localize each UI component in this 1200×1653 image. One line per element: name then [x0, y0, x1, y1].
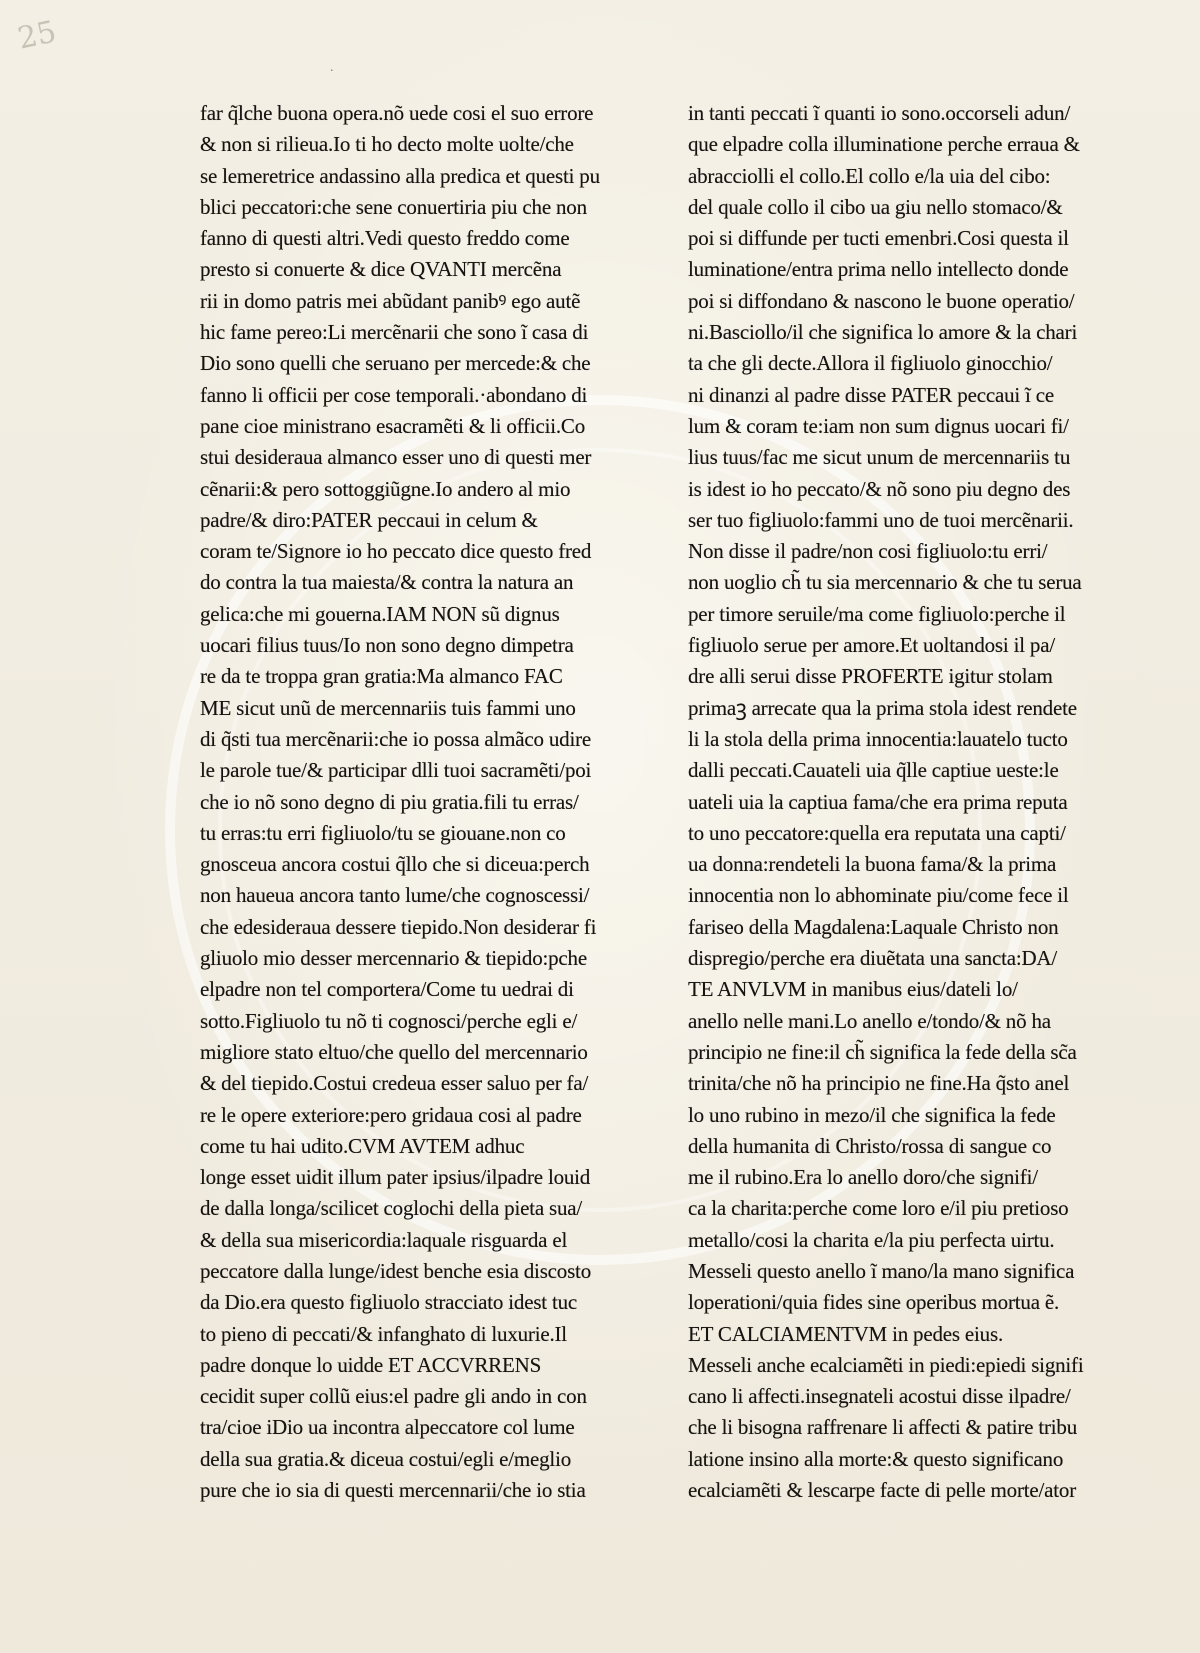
text-line-right: dre alli serui disse PROFERTE igitur stolam — [688, 664, 1053, 689]
text-line-left: della sua gratia.& diceua costui/egli e/meglio — [200, 1446, 572, 1471]
text-line-right: loperationi/quia fides sine operibus mortua ẽ. — [688, 1290, 1060, 1315]
text-line-right: figliuolo serue per amore.Et uoltandosi il pa/ — [688, 633, 1055, 658]
text-line-left: pure che io sia di questi mercennarii/che io stia — [200, 1478, 586, 1503]
text-column-right — [688, 98, 1150, 1506]
text-line-right: to uno peccatore:quella era reputata una capti/ — [688, 820, 1066, 845]
text-line-left: come tu hai udito.CVM AVTEM adhuc — [200, 1133, 525, 1158]
text-line-right: poi si diffondano & nascono le buone operatio/ — [688, 288, 1075, 313]
text-line-left: tu erras:tu erri figliuolo/tu se giouane.non co — [200, 820, 566, 845]
text-line-right: li la stola della prima innocentia:lauatelo tucto — [688, 726, 1068, 751]
text-line-left: da Dio.era questo figliuolo stracciato idest tuc — [200, 1290, 578, 1315]
text-line-left: & non si rilieua.Io ti ho decto molte uolte/che — [200, 132, 574, 157]
text-line-left: non haueua ancora tanto lume/che cognoscessi/ — [200, 883, 590, 908]
text-line-right: anello nelle mani.Lo anello e/tondo/& nõ ha — [688, 1008, 1051, 1033]
text-line-right: fariseo della Magdalena:Laquale Christo non — [688, 914, 1059, 939]
text-line-right: della humanita di Christo/rossa di sangue co — [688, 1133, 1052, 1158]
text-line-left: fanno li officii per cose temporali.·abondano di — [200, 382, 588, 407]
text-line-right: trinita/che nõ ha principio ne fine.Ha q̃sto anel — [688, 1071, 1070, 1096]
text-line-left: peccatore dalla lunge/idest benche esia discosto — [200, 1258, 591, 1283]
text-line-right: in tanti peccati ĩ quanti io sono.occorseli adun/ — [688, 101, 1071, 125]
text-line-right: luminatione/entra prima nello intellecto donde — [688, 257, 1069, 282]
text-line-left: to pieno di peccati/& infanghato di luxurie.Il — [200, 1321, 567, 1346]
text-line-left: gnosceua ancora costui q̃llo che si diceua:perch — [200, 852, 590, 877]
text-line-left: Dio sono quelli che seruano per mercede:& che — [200, 351, 591, 376]
text-line-right: lius tuus/fac me sicut unum de mercennariis tu — [688, 445, 1071, 470]
text-line-left: uocari filius tuus/Io non sono degno dimpetra — [200, 633, 574, 658]
text-line-right: ua donna:rendeteli la buona fama/& la prima — [688, 852, 1057, 877]
text-line-right: ta che gli decte.Allora il figliuolo ginocchio/ — [688, 351, 1053, 376]
text-line-left: blici peccatori:che sene conuertiria piu che non — [200, 194, 587, 219]
text-line-left: gelica:che mi gouerna.IAM NON sũ dignus — [200, 601, 560, 626]
text-line-left: do contra la tua maiesta/& contra la natura an — [200, 570, 574, 595]
text-line-right: que elpadre colla illuminatione perche erraua & — [688, 132, 1080, 157]
text-line-right: Messeli questo anello ĩ mano/la mano significa — [688, 1258, 1075, 1283]
text-line-left: che edesideraua dessere tiepido.Non desiderar fi — [200, 914, 597, 939]
text-column-left — [200, 98, 662, 1506]
text-line-right: me il rubino.Era lo anello doro/che signifi/ — [688, 1165, 1038, 1190]
text-line-right: is idest io ho peccato/& nõ sono piu degno des — [688, 476, 1071, 501]
text-line-left: ME sicut unũ de mercennariis tuis fammi uno — [200, 695, 576, 720]
text-line-left: far q̃lche buona opera.nõ uede cosi el suo errore — [200, 101, 594, 125]
text-line-right: latione insino alla morte:& questo significano — [688, 1446, 1064, 1471]
text-line-right: metallo/cosi la charita e/la piu perfecta uirtu. — [688, 1227, 1055, 1252]
text-line-right: del quale collo il cibo ua giu nello stomaco/& — [688, 194, 1063, 219]
text-line-right: principio ne fine:il ch̃ significa la fede della sc̃a — [688, 1039, 1077, 1064]
text-line-left: gliuolo mio desser mercennario & tiepido:pche — [200, 946, 587, 971]
text-line-left: le parole tue/& participar dlli tuoi sacramẽti/poi — [200, 758, 592, 783]
text-line-right: uateli uia la captiua fama/che era prima reputa — [688, 789, 1068, 814]
text-line-right: non uoglio ch̃ tu sia mercennario & che tu serua — [688, 570, 1082, 595]
text-line-right: abracciolli el collo.El collo e/la uia del cibo: — [688, 163, 1051, 188]
text-line-left: se lemeretrice andassino alla predica et questi pu — [200, 163, 600, 188]
text-line-left: elpadre non tel comportera/Come tu uedrai di — [200, 977, 574, 1002]
text-line-left: coram te/Signore io ho peccato dice questo fred — [200, 539, 592, 564]
text-line-left: presto si conuerte & dice QVANTI mercẽna — [200, 257, 562, 282]
text-line-right: ni dinanzi al padre disse PATER peccaui ĩ ce — [688, 382, 1054, 407]
text-line-left: cecidit super collũ eius:el padre gli ando in con — [200, 1384, 587, 1409]
text-line-left: migliore stato eltuo/che quello del mercennario — [200, 1039, 588, 1064]
text-line-left: de dalla longa/scilicet coglochi della pieta sua/ — [200, 1196, 583, 1221]
text-line-left: re da te troppa gran gratia:Ma almanco FAC — [200, 664, 563, 689]
text-line-right: lum & coram te:iam non sum dignus uocari fi/ — [688, 413, 1069, 438]
text-line-right: innocentia non lo abhominate piu/come fece il — [688, 883, 1069, 908]
text-line-left: rii in domo patris mei abũdant panibꝰ ego autẽ — [200, 288, 581, 313]
text-line-left: padre/& diro:PATER peccaui in celum & — [200, 507, 538, 532]
text-line-left: re le opere exteriore:pero gridaua cosi al padre — [200, 1102, 582, 1127]
text-line-left: cẽnarii:& pero sottoggiũgne.Io andero al mio — [200, 476, 571, 501]
text-line-right: ser tuo figliuolo:fammi uno de tuoi mercẽnarii. — [688, 507, 1074, 532]
text-line-right: ni.Basciollo/il che significa lo amore & la chari — [688, 320, 1078, 345]
text-line-right: dispregio/perche era diuẽtata una sancta:DA/ — [688, 946, 1058, 971]
text-line-left: hic fame pereo:Li mercẽnarii che sono ĩ casa di — [200, 320, 589, 345]
text-line-left: pane cioe ministrano esacramẽti & li officii.Co — [200, 413, 586, 438]
text-line-right: lo uno rubino in mezo/il che significa la fede — [688, 1102, 1056, 1127]
text-line-left: & della sua misericordia:laquale risguarda el — [200, 1227, 568, 1252]
text-line-right: primaꝫ arrecate qua la prima stola idest rendete — [688, 695, 1077, 720]
text-line-left: che io nõ sono degno di piu gratia.fili tu erras/ — [200, 789, 579, 814]
text-line-left: longe esset uidit illum pater ipsius/ilpadre louid — [200, 1165, 591, 1190]
text-line-right: Non disse il padre/non cosi figliuolo:tu erri/ — [688, 539, 1048, 564]
text-line-left: sotto.Figliuolo tu nõ ti cognosci/perche egli e/ — [200, 1008, 578, 1033]
text-line-right: dalli peccati.Cauateli uia q̃lle captiue ueste:le — [688, 758, 1059, 783]
corner-pencil-mark: 25 — [14, 14, 60, 57]
text-line-right: ET CALCIAMENTVM in pedes eius. — [688, 1321, 1003, 1346]
text-line-left: di q̃sti tua mercẽnarii:che io possa almãco udire — [200, 726, 592, 751]
text-line-right: Messeli anche ecalciamẽti in piedi:epiedi signifi — [688, 1352, 1084, 1377]
ink-speck: . — [330, 60, 334, 75]
text-line-left: & del tiepido.Costui credeua esser saluo per fa/ — [200, 1071, 589, 1096]
text-line-right: ca la charita:perche come loro e/il piu pretioso — [688, 1196, 1069, 1221]
text-line-left: stui desideraua almanco esser uno di questi mer — [200, 445, 592, 470]
text-line-right: TE ANVLVM in manibus eius/dateli lo/ — [688, 977, 1018, 1002]
text-line-right: per timore seruile/ma come figliuolo:perche il — [688, 601, 1066, 626]
text-line-left: padre donque lo uidde ET ACCVRRENS — [200, 1352, 542, 1377]
text-line-right: ecalciamẽti & lescarpe facte di pelle morte/ator — [688, 1478, 1077, 1503]
text-line-left: fanno di questi altri.Vedi questo freddo come — [200, 226, 570, 251]
text-line-right: cano li affecti.insegnateli acostui disse ilpadre/ — [688, 1384, 1071, 1409]
text-line-right: poi si diffunde per tucti emenbri.Cosi questa il — [688, 226, 1069, 251]
text-line-right: che li bisogna raffrenare li affecti & patire tribu — [688, 1415, 1078, 1440]
text-line-left: tra/cioe iDio ua incontra alpeccatore col lume — [200, 1415, 575, 1440]
